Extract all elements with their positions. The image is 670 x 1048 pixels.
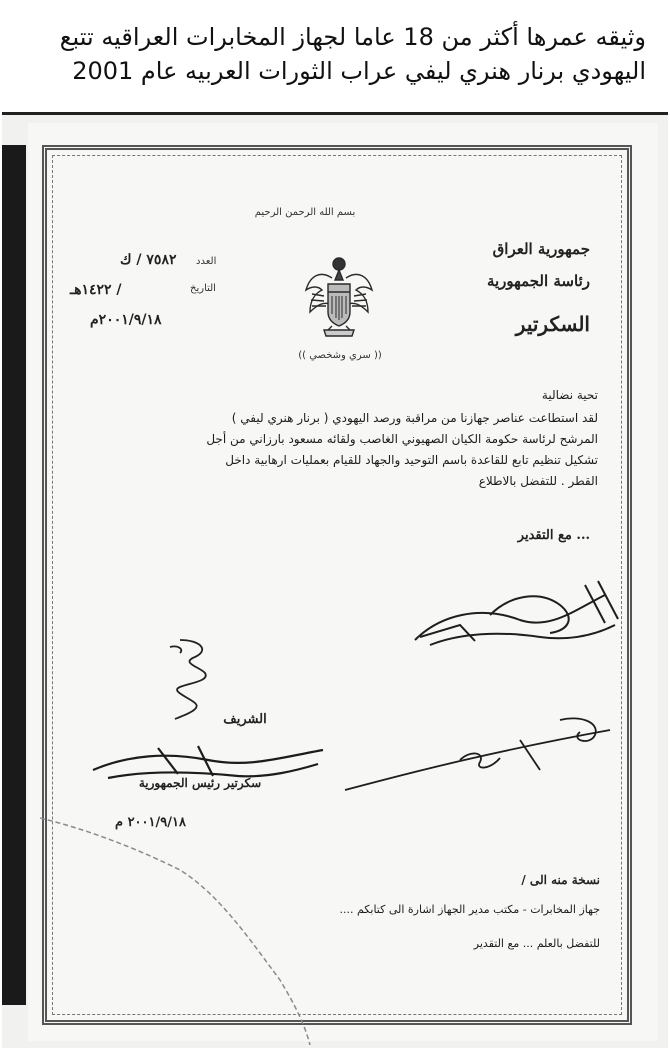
body-line-1: لقد استطاعت عناصر جهازنا من مراقبة ورصد اليهودي ( برنار هنري ليفي ) — [231, 411, 598, 425]
regards-line: ... مع التقدير — [517, 528, 590, 543]
basmala: بسم الله الرحمن الرحيم — [254, 207, 356, 218]
org-presidency: رئاسة الجمهورية — [486, 272, 590, 290]
handwritten-signature-top — [400, 575, 625, 655]
ref-number-value: ٧٥٨٢ / ك — [120, 252, 177, 268]
caption-line-2: اليهودي برنار هنري ليفي عراب الثورات العربيه عام 2001 — [72, 57, 646, 85]
paper-tear-line — [0, 800, 670, 1045]
copy-to-line-2: للتفضل بالعلم ... مع التقدير — [473, 937, 600, 950]
ref-number-label: العدد — [196, 256, 217, 267]
ref-date-label: التاريخ — [190, 283, 216, 294]
handwritten-signature-right — [340, 710, 620, 800]
ref-date-hijri: / ١٤٢٢هـ — [70, 282, 122, 298]
ref-date-gregorian: ٢٠٠١/٩/١٨م — [90, 312, 162, 328]
greeting: تحية نضالية — [541, 388, 598, 402]
signatory-role: سكرتير رئيس الجمهورية — [138, 776, 262, 790]
body-line-3: تشكيل تنظيم تابع للقاعدة باسم التوحيد والجهاد للقيام بعمليات ارهابية داخل — [225, 453, 598, 467]
caption-line-1: وثيقه عمرها أكثر من 18 عاما لجهاز المخابرات العراقيه تتبع — [59, 23, 646, 51]
signature-date: ٢٠٠١/٩/١٨ م — [115, 815, 186, 830]
classification-mark: (( سري وشخصي )) — [298, 350, 382, 361]
copy-to-heading: نسخة منه الى / — [521, 873, 600, 887]
body-line-4: القطر . للتفضل بالاطلاع — [478, 474, 598, 488]
eagle-emblem-icon — [302, 250, 376, 342]
post-caption — [0, 0, 670, 108]
signatory-title: الشريف — [223, 712, 267, 727]
org-secretary: السكرتير — [515, 312, 590, 336]
org-country: جمهورية العراق — [492, 240, 590, 258]
body-line-2: المرشح لرئاسة حكومة الكيان الصهيوني الغاصب ولقائه مسعود بارزاني من أجل — [206, 432, 598, 446]
letter-body — [40, 408, 598, 492]
copy-to-line-1: جهاز المخابرات - مكتب مدير الجهاز اشارة الى كتابكم .... — [339, 903, 600, 916]
